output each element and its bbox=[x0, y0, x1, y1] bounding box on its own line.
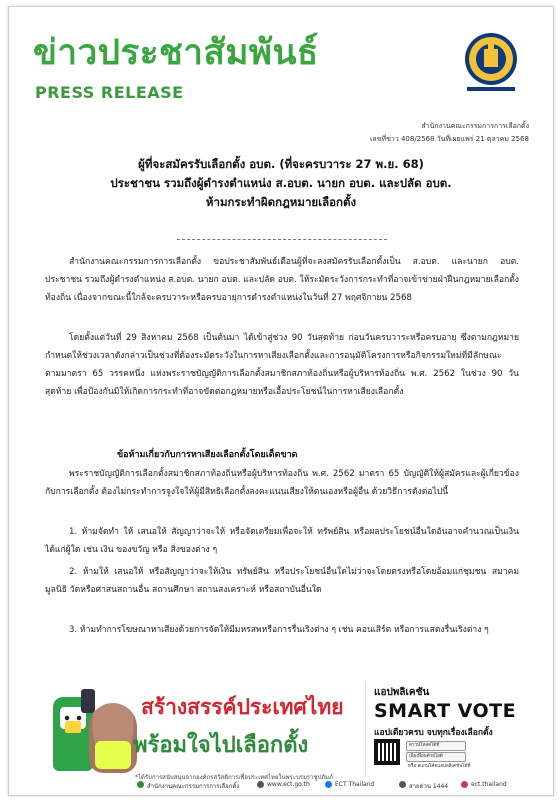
instagram-icon bbox=[461, 781, 468, 788]
footer-org: สำนักงานคณะกรรมการการเลือกตั้ง bbox=[147, 783, 240, 790]
release-reference: เลขที่ข่าว 408/2568 วันที่เผยแพร่ 21 ตุลาคม 2568 bbox=[370, 135, 529, 143]
scan-code-text: หรือ สแกนโค้ดแอปพลิเคชันได้ที่ bbox=[408, 764, 471, 769]
divider bbox=[177, 239, 387, 240]
headline-line-2: ประชาชน รวมถึงผู้ดำรงตำแหน่ง ส.อบต. นายก อบต. และปลัด อบต. bbox=[110, 176, 452, 190]
paragraph-1: สำนักงานคณะกรรมการการเลือกตั้ง ขอประชาสัมพันธ์เตือนผู้ที่จะลงสมัครรับเลือกตั้งเป็น ส.อบต. และนายก อบต. ประชาชน รวมถึงผู้ดำรงตำแหน่ง ส.อบต. นายก อบต. และปลัด อบต. ให้ระมัดระวังการกระทำที่อาจเข้าข่ายฝ่าฝืนกฎหมายเลือกตั้งท้องถิ่น เนื่องจากขณะนี้ใกล้จะครบวาระหรือครบอายุการดำรงตำแหน่งในวันที่ 27 พฤศจิกายน 2568 bbox=[45, 257, 519, 303]
line-add-friend-link[interactable]: เพิ่มเพื่อนด้วยไอดี bbox=[406, 752, 466, 762]
app-tagline: แอปเดียวครบ จบทุกเรื่องเลือกตั้ง bbox=[374, 728, 493, 738]
phone-icon bbox=[399, 781, 406, 788]
store-download-link[interactable]: ดาวน์โหลดได้ที่ bbox=[406, 741, 466, 751]
facebook-icon bbox=[325, 781, 332, 788]
footer-facebook[interactable]: ECT Thailand bbox=[335, 781, 375, 788]
ect-icon bbox=[137, 781, 144, 788]
paragraph-3: พระราชบัญญัติการเลือกตั้งสมาชิกสภาท้องถิ่นหรือผู้บริหารท้องถิ่น พ.ศ. 2562 มาตรา 65 บัญญัติให้ผู้สมัครและผู้เกี่ยวข้องกับการเลือกตั้ง ต้องไม่กระทำการจูงใจให้ผู้มีสิทธิเลือกตั้งลงคะแนนเสียงให้ตนเองหรือผู้อื่น ด้วยวิธีการดังต่อไปนี้ bbox=[45, 469, 519, 497]
badge-icon bbox=[65, 721, 81, 733]
smartphone-icon bbox=[81, 689, 95, 713]
banner-slogan-2: พร้อมใจไปเลือกตั้ง bbox=[133, 733, 309, 758]
footer-instagram[interactable]: ect.thailand bbox=[471, 781, 507, 788]
campaign-banner bbox=[19, 675, 543, 789]
press-release-title: ข่าวประชาสัมพันธ์ bbox=[33, 33, 319, 73]
app-name: SMART VOTE bbox=[374, 700, 517, 722]
footer-bar bbox=[19, 777, 543, 793]
footer-hotline: สายด่วน 1444 bbox=[409, 783, 449, 790]
press-release-subtitle: PRESS RELEASE bbox=[35, 83, 184, 102]
globe-icon bbox=[257, 781, 264, 788]
smart-vote-promo bbox=[365, 683, 536, 777]
banner-note: *ได้รับการสนับสนุนจากองค์กรสวัสดิการเพื่อประเทศไทยในพระบรมราชูปถัมภ์ bbox=[135, 774, 333, 781]
prohibition-item-1: 1. ห้ามจัดทำ ให้ เสนอให้ สัญญาว่าจะให้ หรือจัดเตรียมเพื่อจะให้ ทรัพย์สิน หรือผลประโยชน์อื่นใดอันอาจคำนวณเป็นเงินได้แก่ผู้ใด เช่น เงิน ของขวัญ หรือ สิ่งของต่าง ๆ bbox=[45, 527, 519, 555]
footer-website[interactable]: www.ect.go.th bbox=[267, 781, 310, 788]
prohibition-item-3: 3. ห้ามทำการโฆษณาหาเสียงด้วยการจัดให้มีมหรสพหรือการรื่นเริงต่าง ๆ เช่น คอนเสิร์ต หรือการแสดงรื่นเริงต่าง ๆ bbox=[69, 625, 489, 635]
qr-code-icon[interactable] bbox=[374, 739, 400, 765]
ect-logo bbox=[457, 29, 525, 97]
headline bbox=[49, 155, 513, 212]
press-release-page bbox=[8, 6, 554, 796]
banner-slogan-1: สร้างสรรค์ประเทศไทย bbox=[141, 695, 344, 719]
section-title: ข้อห้ามเกี่ยวกับการหาเสียงเลือกตั้งโดยเด็ดขาด bbox=[117, 450, 298, 460]
mascot-vest bbox=[95, 741, 131, 769]
headline-line-1: ผู้ที่จะสมัครรับเลือกตั้ง อบต. (ที่จะครบวาระ 27 พ.ย. 68) bbox=[138, 157, 424, 171]
organization-name: สำนักงานคณะกรรมการการเลือกตั้ง bbox=[421, 122, 529, 130]
headline-line-3: ห้ามกระทำผิดกฎหมายเลือกตั้ง bbox=[205, 195, 357, 209]
prohibition-item-2: 2. ห้ามให้ เสนอให้ หรือสัญญาว่าจะให้เงิน ทรัพย์สิน หรือประโยชน์อื่นใดไม่ว่าจะโดยตรงหรือโดยอ้อมแก่ชุมชน สมาคม มูลนิธิ วัดหรือศาสนสถานอื่น สถานศึกษา สถานสงเคราะห์ หรือสถาบันอื่นใด bbox=[45, 567, 519, 595]
paragraph-2: โดยตั้งแต่วันที่ 29 สิงหาคม 2568 เป็นต้นมา ได้เข้าสู่ช่วง 90 วันสุดท้าย ก่อนวันครบวาระหรือครบอายุ ซึ่งตามกฎหมายกำหนดให้ช่วงเวลาดังกล่าวเป็นช่วงที่ต้องระมัดระวังในการหาเสียงเลือกตั้งและการอนุมัติโครงการหรือกิจกรรมใหม่ที่มีลักษณะ ตามมาตรา 65 วรรคหนึ่ง แห่งพระราชบัญญัติการเลือกตั้งสมาชิกสภาท้องถิ่นหรือผู้บริหารท้องถิ่น พ.ศ. 2562 ในช่วง 90 วันสุดท้าย เพื่อป้องกันมิให้เกิดการกระทำที่อาจขัดต่อกฎหมายหรือเอื้อประโยชน์ในการหาเสียงเลือกตั้ง bbox=[45, 333, 519, 397]
app-label: แอปพลิเคชัน bbox=[374, 687, 430, 698]
